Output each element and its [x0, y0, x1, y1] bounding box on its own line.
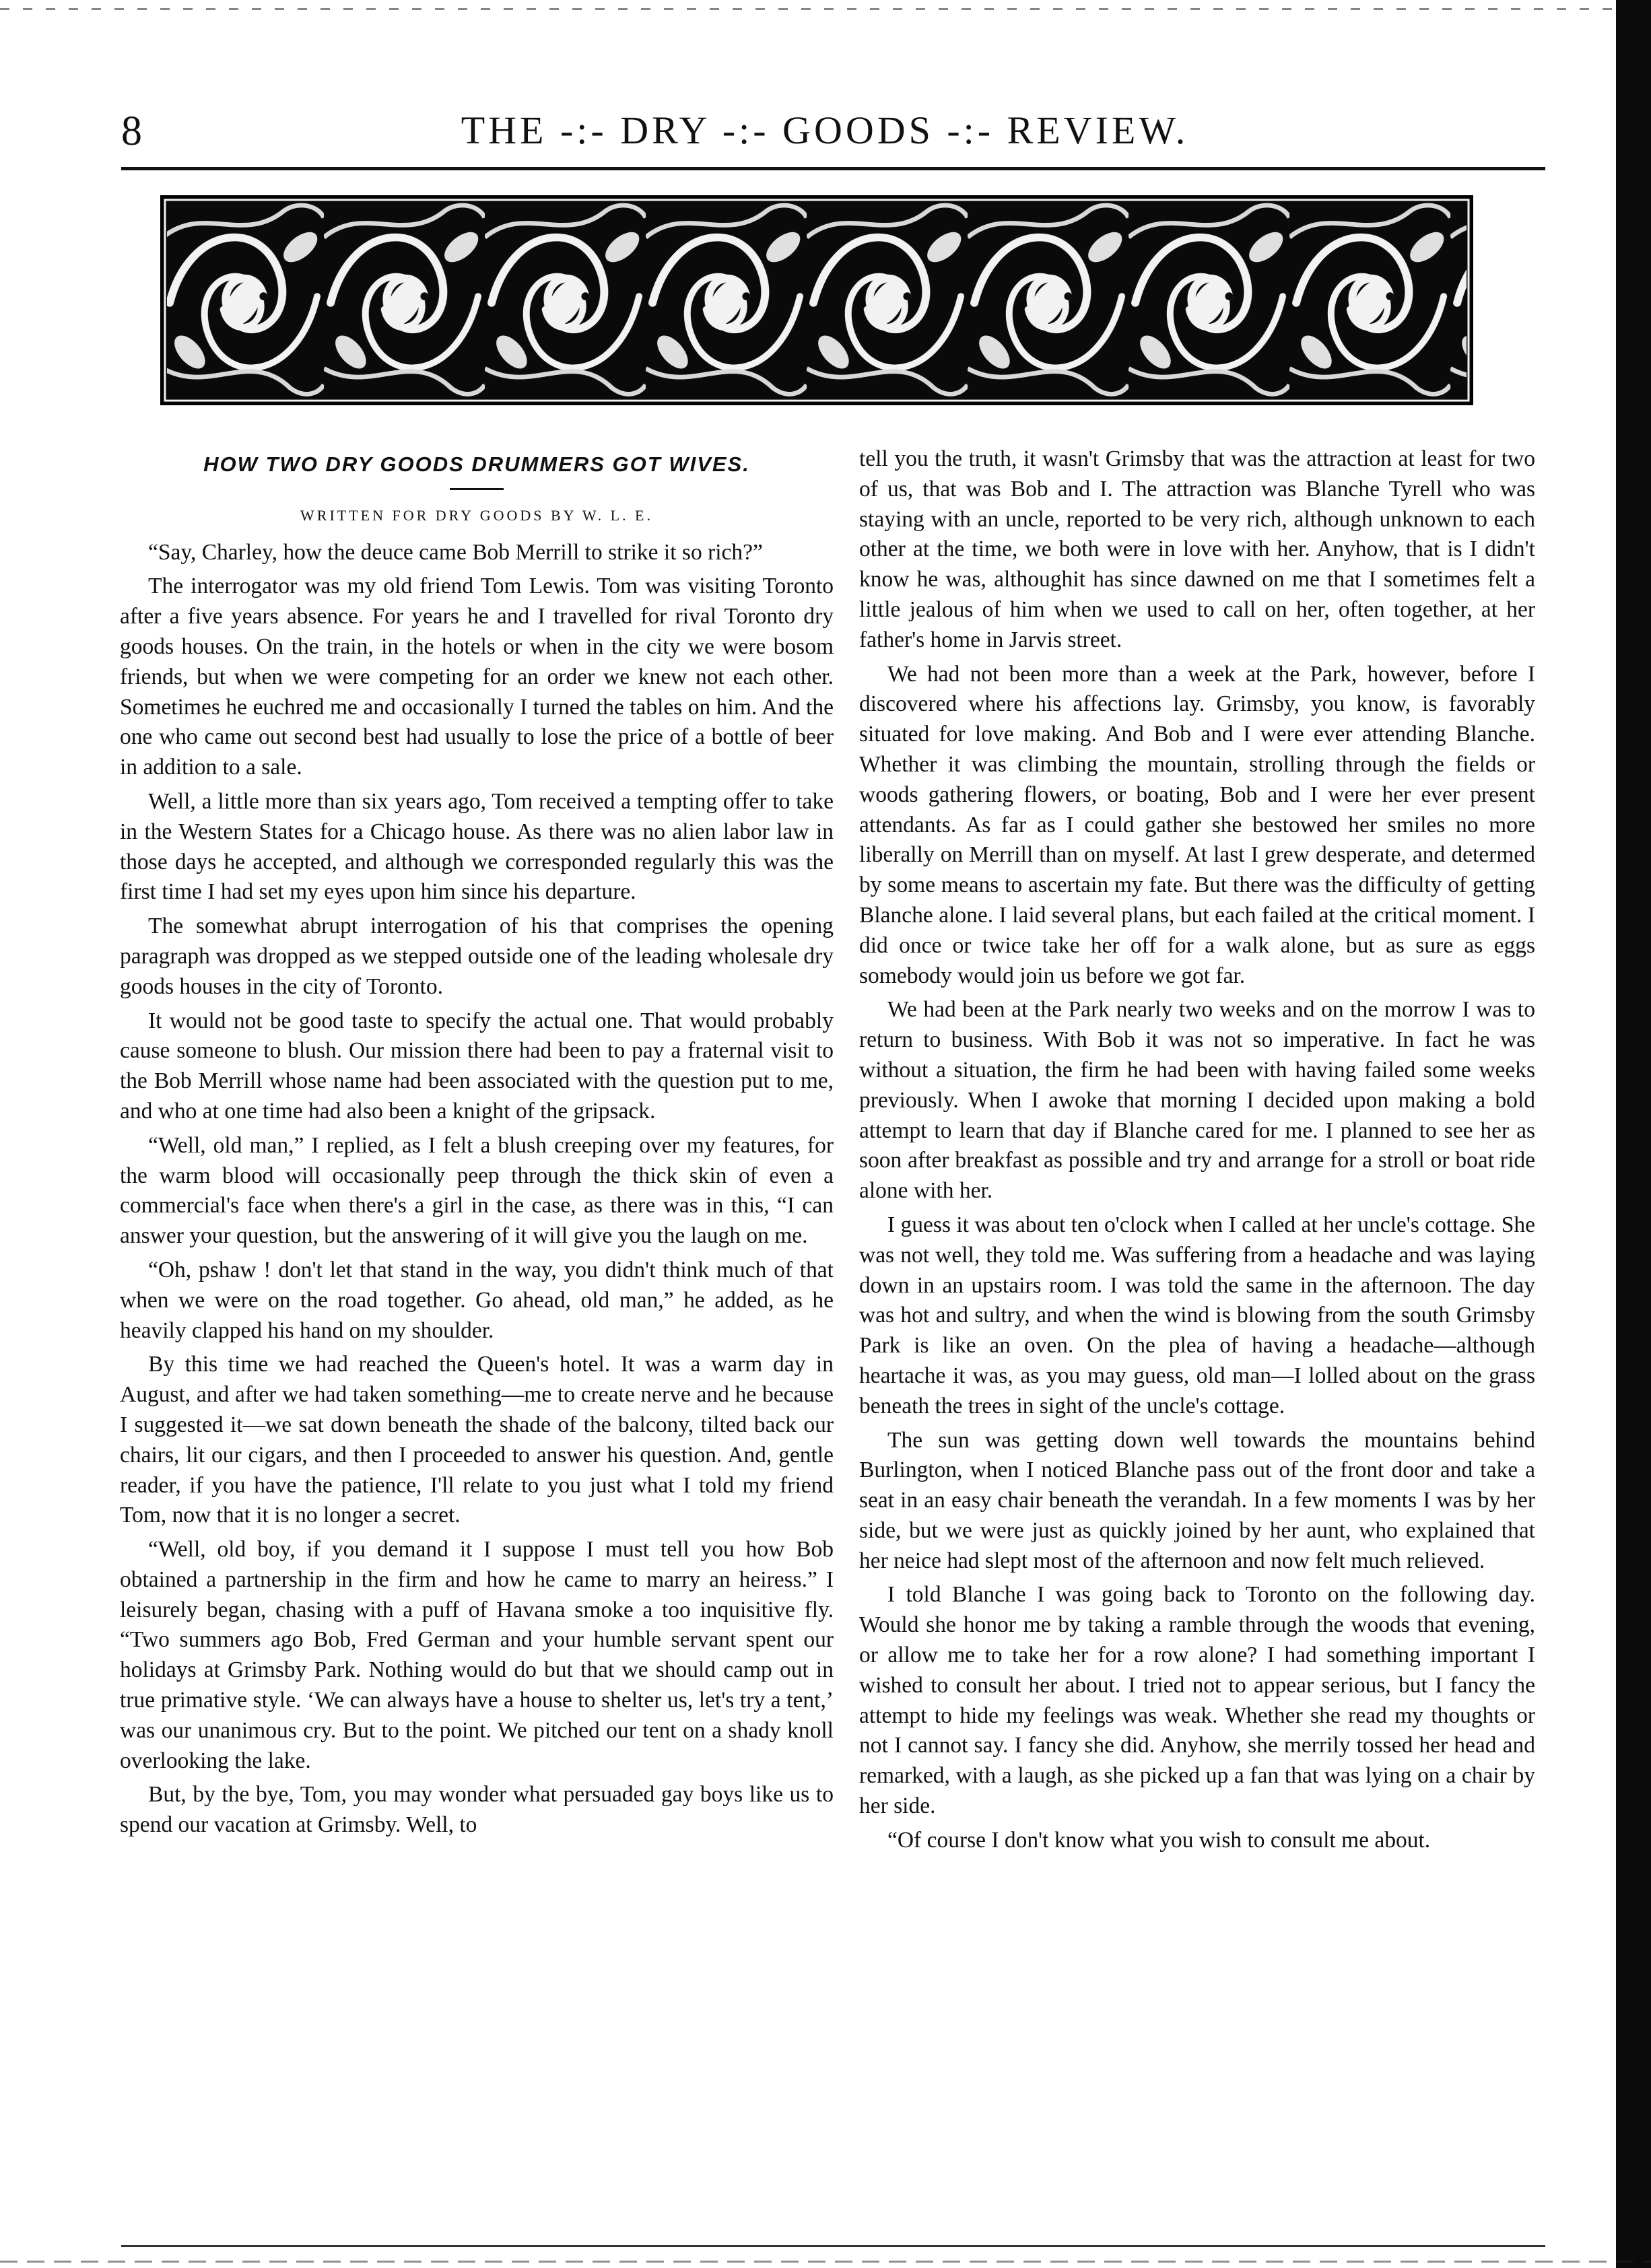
paragraph: “Say, Charley, how the deuce came Bob Merrill to strike it so rich?”	[148, 539, 763, 565]
paragraph: The sun was getting down well towards the mountains behind Burlington, when I noticed Blanche pass out of the front door and take a seat in an easy chair beneath the verandah. In a few moments I was by her side, but we were just as quickly joined by her aunt, who explained that her neice had slept most of the afternoon and now felt much relieved.	[859, 1427, 1535, 1573]
paragraph: tell you the truth, it wasn't Grimsby that was the attraction at least for two of us, that was Bob and I. The attraction was Blanche Tyrell who was staying with an uncle, reported to be very rich, although unknown to each other at the time, we both were in love with her. Anyhow, that is I didn't know he was, althoughit has since dawned on me that I sometimes felt a little jealous of him when we used to call on her, often together, at her father's home in Jarvis street.	[859, 446, 1535, 652]
floral-scroll-icon	[163, 198, 1471, 403]
paragraph: We had been at the Park nearly two weeks and on the morrow I was to return to business. With Bob it was not so imperative. In fact he was without a situation, the firm he had been with having failed some weeks previously. When I awoke that morning I decided upon making a bold attempt to learn that day if Blanche cared for me. I planned to see her as soon after breakfast as possible and try and arrange for a stroll or boat ride alone with her.	[859, 997, 1535, 1204]
paragraph: “Well, old man,” I replied, as I felt a blush creeping over my features, for the warm blood will occasionally peep through the thick skin of even a commercial's face when there's a girl in the case, as there was in this, “I can answer your question, but the answering of it will give you the laugh on me.	[120, 1132, 834, 1249]
paragraph: I guess it was about ten o'clock when I called at her uncle's cottage. She was not well, they told me. Was suffering from a headache and was laying down in an upstairs room. I was told the same in the afternoon. The day was hot and sultry, and when the wind is blowing from the south Grimsby Park is like an oven. On the plea of having a headache—although heartache it was, as you may guess, old man—I lolled about on the grass beneath the trees in sight of the uncle's cottage.	[859, 1212, 1535, 1418]
page-header	[121, 108, 1528, 162]
paragraph: We had not been more than a week at the Park, however, before I discovered where his affections lay. Grimsby, you know, is favorably situated for love making. And Bob and I were ever attending Blanche. Whether it was climbing the mountain, strolling through the fields or woods gathering flowers, or boating, Bob and I were her ever present attendants. As far as I could gather she bestowed her smiles no more liberally on Merrill than on myself. At last I grew desperate, and determed by some means to ascertain my fate. But there was the difficulty of getting Blanche alone. I laid several plans, but each failed at the critical moment. I did once or twice take her off for a walk alone, but as sure as eggs somebody would join us before we got far.	[859, 661, 1535, 988]
scan-edge-top	[0, 8, 1651, 10]
paragraph: “Of course I don't know what you wish to consult me about.	[887, 1827, 1431, 1853]
article-title: HOW TWO DRY GOODS DRUMMERS GOT WIVES.	[203, 452, 750, 476]
page-number: 8	[121, 108, 142, 154]
paragraph: Well, a little more than six years ago, Tom received a tempting offer to take in the Western States for a Chicago house. As there was no alien labor law in those days he accepted, and although we corresponded regularly this was the first time I had set my eyes upon him since his departure.	[120, 788, 834, 905]
scan-edge-right	[1616, 0, 1651, 2268]
paragraph: The interrogator was my old friend Tom Lewis. Tom was visiting Toronto after a five years absence. For years he and I travelled for rival Toronto dry goods houses. On the train, in the hotels or when in the city we were bosom friends, but when we were competing for an order we knew not each other. Sometimes he euchred me and occasionally I turned the tables on him. And the one who came out second best had usually to lose the price of a bottle of beer in addition to a sale.	[120, 574, 834, 780]
footer-rule	[121, 2245, 1545, 2247]
paragraph: The somewhat abrupt interrogation of his that comprises the opening paragraph was dropped as we stepped outside one of the leading wholesale dry goods houses in the city of Toronto.	[120, 914, 834, 999]
byline: WRITTEN FOR DRY GOODS BY W. L. E.	[300, 506, 653, 524]
paragraph: It would not be good taste to specify the actual one. That would probably cause someone to blush. Our mission there had been to pay a fraternal visit to the Bob Merrill whose name had been associated with the question put to me, and who at one time had also been a knight of the gripsack.	[120, 1008, 834, 1124]
paragraph: I told Blanche I was going back to Toronto on the following day. Would she honor me by taking a ramble through the woods that evening, or allow me to take her for a row alone? I had something important I wished to consult her about. I tried not to appear serious, but I fancy the attempt to hide my feelings was weak. Whether she read my thoughts or not I cannot say. I fancy she did. Anyhow, she merrily tossed her head and remarked, with a laugh, as she picked up a fan that was lying on a chair by her side.	[859, 1582, 1535, 1819]
paragraph: “Well, old boy, if you demand it I suppose I must tell you how Bob obtained a partnership in the firm and how he came to marry an heiress.” I leisurely began, chasing with a puff of Havana smoke a too inquisitive fly. “Two summers ago Bob, Fred German and your humble servant spent our holidays at Grimsby Park. Nothing would do but that we should camp out in true primative style. ‘We can always have a house to shelter us, let's try a tent,’ was our unanimous cry. But to the point. We pitched our tent on a shady knoll overlooking the lake.	[120, 1537, 834, 1773]
paragraph: But, by the bye, Tom, you may wonder what persuaded gay boys like us to spend our vacation at Grimsby. Well, to	[120, 1782, 834, 1838]
floral-ornament-banner	[160, 195, 1473, 405]
paragraph: “Oh, pshaw ! don't let that stand in the way, you didn't think much of that when we were on the road together. Go ahead, old man,” he added, as he heavily clapped his hand on my shoulder.	[120, 1257, 834, 1343]
scan-edge-bottom	[0, 2261, 1651, 2263]
left-column	[120, 444, 834, 1845]
header-rule	[121, 167, 1545, 170]
paragraph: By this time we had reached the Queen's hotel. It was a warm day in August, and after we had taken something—me to create nerve and he because I suggested it—we sat down beneath the shade of the balcony, tilted back our chairs, lit our cigars, and then I proceeded to answer his question. And, gentle reader, if you have the patience, I'll relate to you just what I told my friend Tom, now that it is no longer a secret.	[120, 1352, 834, 1528]
title-rule	[450, 488, 504, 490]
right-column	[859, 444, 1535, 1860]
running-title: THE -:- DRY -:- GOODS -:- REVIEW.	[461, 108, 1189, 152]
